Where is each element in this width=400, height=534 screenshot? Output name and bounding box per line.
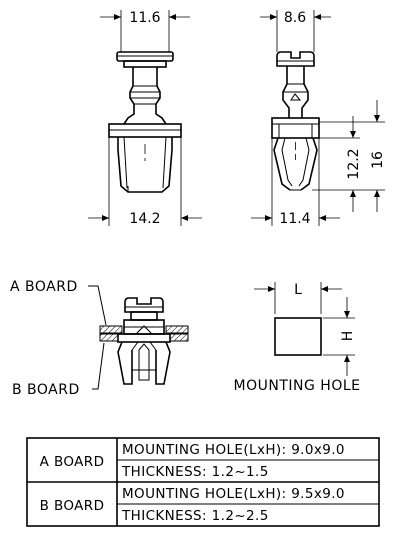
table-row-b-hole: MOUNTING HOLE(LxH): 9.5x9.0 — [122, 486, 345, 502]
table-row-b-board: B BOARD — [39, 498, 105, 514]
assembly-view — [10, 279, 188, 398]
dim-label-11-6: 11.6 — [129, 10, 161, 26]
dim-label-14-2: 14.2 — [129, 211, 161, 227]
mounting-hole-diagram — [234, 282, 361, 394]
dim-label-11-4: 11.4 — [279, 211, 311, 227]
dimension-side-head-width — [260, 10, 331, 52]
a-board-label: A BOARD — [10, 279, 78, 295]
dimension-side-body-width — [251, 138, 340, 227]
table-row-b-thickness: THICKNESS: 1.2~2.5 — [122, 508, 269, 524]
table-row-a-hole: MOUNTING HOLE(LxH): 9.0x9.0 — [122, 442, 345, 458]
table-row-a-thickness: THICKNESS: 1.2~1.5 — [122, 464, 269, 480]
dim-label-12-2: 12.2 — [346, 148, 362, 180]
dim-label-8-6: 8.6 — [283, 10, 307, 26]
table-row-a-board: A BOARD — [39, 454, 105, 470]
hole-h-label: H — [340, 330, 356, 342]
front-view — [88, 10, 202, 227]
dimension-top-head-width — [100, 10, 190, 52]
spec-table — [27, 438, 379, 526]
mounting-hole-label: MOUNTING HOLE — [233, 378, 361, 394]
hole-l-label: L — [294, 282, 302, 298]
side-view — [251, 10, 386, 227]
b-board-label: B BOARD — [12, 382, 80, 398]
mounting-hole-square — [275, 318, 321, 355]
dim-label-16: 16 — [370, 151, 386, 169]
